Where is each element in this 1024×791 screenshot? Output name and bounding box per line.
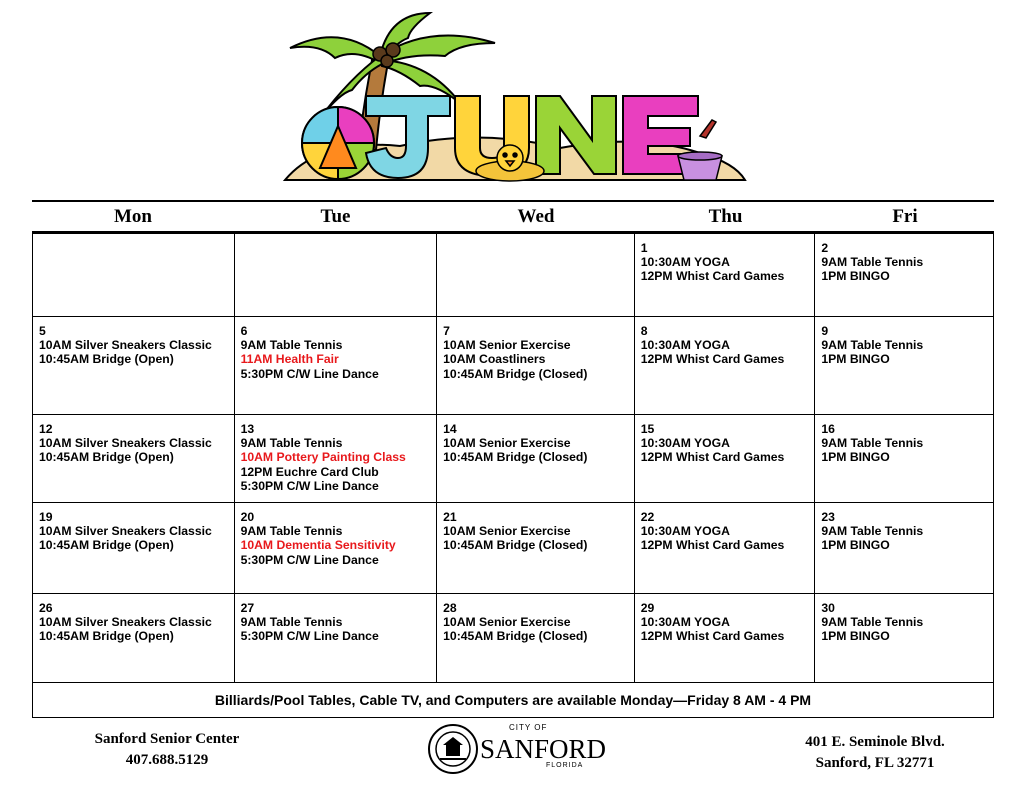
logo-name: SANFORD	[480, 734, 607, 764]
event-item: 10AM Dementia Sensitivity	[240, 538, 396, 553]
day-number: 5	[39, 324, 46, 338]
beach-ball-icon	[302, 107, 374, 179]
day-cell	[815, 594, 993, 682]
event-item: 9AM Table Tennis	[240, 436, 343, 451]
day-number: 19	[39, 510, 53, 524]
day-number: 22	[640, 510, 655, 524]
event-item: 9AM Table Tennis	[821, 338, 924, 353]
event-item: 1PM BINGO	[821, 538, 890, 553]
event-item: 10:30AM YOGA	[640, 255, 730, 270]
day-cell	[635, 503, 816, 593]
day-cell	[635, 415, 816, 502]
day-number: 2	[821, 241, 829, 255]
june-header-illustration	[280, 8, 750, 188]
day-number: 21	[443, 510, 457, 524]
day-cell	[635, 317, 816, 414]
event-item: 10AM Silver Sneakers Classic	[39, 436, 212, 451]
event-item: 10:30AM YOGA	[640, 615, 730, 630]
week-row	[33, 415, 993, 503]
calendar	[32, 200, 994, 718]
event-item: 9AM Table Tennis	[240, 615, 343, 630]
event-item: 9AM Table Tennis	[821, 524, 924, 539]
day-header-row	[32, 202, 994, 234]
city-seal-icon	[428, 720, 478, 778]
event-item: 12PM Whist Card Games	[640, 450, 785, 465]
day-header-thu: Thu	[708, 205, 743, 227]
day-number: 27	[240, 601, 255, 615]
day-number: 6	[240, 324, 248, 338]
event-item: 10:45AM Bridge (Open)	[39, 538, 174, 553]
day-number: 12	[39, 422, 53, 436]
event-item: 1PM BINGO	[821, 352, 890, 367]
week-row	[33, 594, 993, 683]
event-item: 5:30PM C/W Line Dance	[240, 478, 379, 493]
day-cell	[33, 317, 235, 414]
event-item: 10AM Coastliners	[443, 352, 546, 367]
event-item: 5:30PM C/W Line Dance	[240, 629, 379, 644]
event-item: 10:30AM YOGA	[640, 338, 730, 353]
event-item: 10AM Senior Exercise	[443, 615, 571, 630]
event-item: 11AM Health Fair	[240, 352, 339, 367]
day-cell	[437, 234, 635, 316]
address-line-2: Sanford, FL 32771	[815, 755, 935, 771]
day-number: 14	[443, 422, 457, 436]
event-item: 5:30PM C/W Line Dance	[240, 366, 379, 381]
event-item: 10:45AM Bridge (Open)	[39, 352, 174, 367]
day-cell	[437, 317, 635, 414]
event-item: 9AM Table Tennis	[821, 615, 924, 630]
day-cell	[235, 503, 438, 593]
day-cell	[235, 234, 438, 316]
day-header-wed: Wed	[517, 205, 555, 227]
event-item: 12PM Euchre Card Club	[240, 464, 379, 479]
day-cell	[437, 594, 635, 682]
event-item: 10:45AM Bridge (Closed)	[443, 629, 588, 644]
event-item: 10AM Senior Exercise	[443, 338, 571, 353]
event-item: 10AM Silver Sneakers Classic	[39, 615, 212, 630]
day-number: 30	[821, 601, 835, 615]
event-item: 10:45AM Bridge (Closed)	[443, 450, 588, 465]
event-item: 9AM Table Tennis	[821, 436, 924, 451]
day-cell	[815, 415, 993, 502]
event-item: 1PM BINGO	[821, 269, 890, 284]
event-item: 10:45AM Bridge (Closed)	[443, 538, 588, 553]
event-item: 10AM Senior Exercise	[443, 436, 571, 451]
day-cell	[437, 415, 635, 502]
day-header-fri: Fri	[892, 205, 918, 227]
day-number: 8	[640, 324, 648, 338]
event-item: 12PM Whist Card Games	[640, 538, 785, 553]
day-cell	[33, 415, 235, 502]
day-cell	[33, 234, 235, 316]
event-item: 10:45AM Bridge (Open)	[39, 629, 174, 644]
day-cell	[635, 594, 816, 682]
event-item: 10AM Silver Sneakers Classic	[39, 338, 212, 353]
event-item: 9AM Table Tennis	[240, 524, 343, 539]
day-number: 23	[821, 510, 835, 524]
calendar-grid	[32, 234, 994, 683]
event-item: 10:45AM Bridge (Closed)	[443, 366, 588, 381]
day-number: 9	[821, 324, 829, 338]
day-cell	[235, 415, 438, 502]
event-item: 12PM Whist Card Games	[640, 269, 785, 284]
day-cell	[815, 234, 993, 316]
day-number: 28	[443, 601, 457, 615]
day-number: 13	[240, 422, 255, 436]
day-cell	[235, 317, 438, 414]
day-number: 26	[39, 601, 53, 615]
center-phone: 407.688.5129	[125, 752, 209, 768]
week-row	[33, 503, 993, 594]
city-of-sanford-logo	[428, 718, 607, 780]
event-item: 10AM Senior Exercise	[443, 524, 571, 539]
day-header-mon: Mon	[114, 205, 152, 227]
event-item: 10AM Silver Sneakers Classic	[39, 524, 212, 539]
event-item: 5:30PM C/W Line Dance	[240, 552, 379, 567]
event-item: 1PM BINGO	[821, 450, 890, 465]
event-item: 1PM BINGO	[821, 629, 890, 644]
event-item: 9AM Table Tennis	[240, 338, 343, 353]
day-number: 7	[443, 324, 450, 338]
week-row	[33, 234, 993, 317]
event-item: 10AM Pottery Painting Class	[240, 450, 406, 465]
event-item: 10:30AM YOGA	[640, 436, 730, 451]
day-cell	[33, 503, 235, 593]
day-number: 16	[821, 422, 835, 436]
footer-address	[790, 732, 960, 774]
day-cell	[235, 594, 438, 682]
day-cell	[815, 317, 993, 414]
week-row	[33, 317, 993, 415]
logo-city-of: CITY OF	[509, 723, 548, 732]
event-item: 10:30AM YOGA	[640, 524, 730, 539]
day-cell	[635, 234, 816, 316]
day-header-tue: Tue	[320, 205, 351, 227]
day-number: 20	[240, 510, 255, 524]
day-cell	[437, 503, 635, 593]
availability-note: Billiards/Pool Tables, Cable TV, and Computers are available Monday—Friday 8 AM - 4 PM	[32, 683, 994, 718]
day-number: 1	[640, 241, 648, 255]
day-cell	[815, 503, 993, 593]
address-line-1: 401 E. Seminole Blvd.	[805, 734, 945, 750]
day-number: 15	[640, 422, 655, 436]
event-item: 12PM Whist Card Games	[640, 352, 785, 367]
event-item: 9AM Table Tennis	[821, 255, 924, 270]
day-cell	[33, 594, 235, 682]
footer-center-info	[72, 729, 262, 771]
center-name: Sanford Senior Center	[94, 731, 240, 747]
event-item: 10:45AM Bridge (Open)	[39, 450, 174, 465]
event-item: 12PM Whist Card Games	[640, 629, 785, 644]
day-number: 29	[640, 601, 655, 615]
logo-state: FLORIDA	[546, 762, 584, 769]
